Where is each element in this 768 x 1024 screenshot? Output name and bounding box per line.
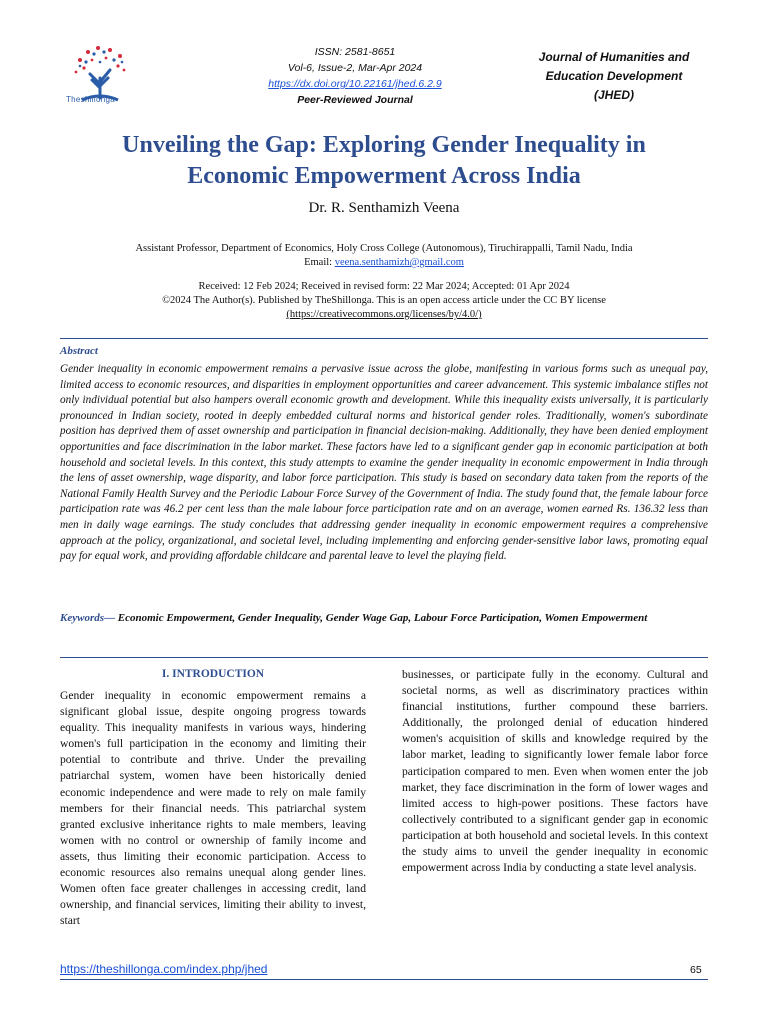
doi-link[interactable]: https://dx.doi.org/10.22161/jhed.6.2.9 <box>268 78 442 90</box>
author-name: Dr. R. Senthamizh Veena <box>308 200 460 216</box>
publisher-logo-text: Theshillonga <box>66 95 115 104</box>
divider <box>60 657 708 658</box>
publication-dates <box>60 280 708 322</box>
email-line <box>60 256 708 270</box>
affiliation: Assistant Professor, Department of Economics, Holy Cross College (Autonomous), Tiruchirappalli, Tamil Nadu, India <box>135 243 633 254</box>
journal-name-line3: (JHED) <box>593 88 634 102</box>
section-heading: I. INTRODUCTION <box>161 668 265 680</box>
title-line1: Unveiling the Gap: Exploring Gender Inequality in <box>122 132 646 158</box>
journal-name <box>524 48 704 105</box>
body-column-right: businesses, or participate fully in the economy. Cultural and societal norms, as well as discriminatory practices within financial institutions, further compound these barriers. Additionally, the prolonged denial of education hindered women's acquisition of skills and knowledge required by the labor market, leading to significantly lower female labor force participation compared to men. Even when women enter the job market, they face discrimination in the form of lower wages and limited access to high-power positions. These factors have collectively contributed to a significant gender gap in economic participation at both household and societal levels. In this context the study aims to unveil the gender inequality in economic empowerment across India by conducting a state level analysis. <box>402 668 708 875</box>
email-label: Email: <box>304 257 335 268</box>
license-text: ©2024 The Author(s). Published by TheShillonga. This is an open access article under the CC BY license <box>162 295 606 306</box>
page-number: 65 <box>690 964 702 976</box>
peer-reviewed-label: Peer-Reviewed Journal <box>297 94 413 106</box>
volume-issue: Vol-6, Issue-2, Mar-Apr 2024 <box>287 62 423 74</box>
keywords <box>60 610 708 626</box>
journal-name-line1: Journal of Humanities and <box>538 50 690 64</box>
received-dates: Received: 12 Feb 2024; Received in revised form: 22 Mar 2024; Accepted: 01 Apr 2024 <box>198 281 570 292</box>
email-link[interactable]: veena.senthamizh@gmail.com <box>334 257 464 268</box>
journal-meta <box>230 44 480 108</box>
issn: ISSN: 2581-8651 <box>314 46 396 58</box>
paper-title <box>60 130 708 192</box>
title-line2: Economic Empowerment Across India <box>187 163 581 189</box>
abstract-heading: Abstract <box>60 345 98 357</box>
keywords-label: Keywords— <box>60 612 115 624</box>
license-link[interactable]: (https://creativecommons.org/licenses/by/4.0/) <box>286 309 482 320</box>
keywords-list: Economic Empowerment, Gender Inequality, Gender Wage Gap, Labour Force Participation, Women Empowerment <box>115 612 648 624</box>
body-column-left: Gender inequality in economic empowerment remains a significant global issue, despite ongoing progress towards equality. This inequality manifests in various ways, hindering women's full participation in the economy and limiting their potential to contribute and thrive. Under the prevailing patriarchal system, women have been historically denied economic independence and were made to rely on male family members for their financial needs. This patriarchal system granted exclusive inheritance rights to male members, leaving women with no control or ownership of family income and assets, thus limiting their economic participation. Access to economic resources also remains unequal along gender lines. Women often face greater challenges in accessing credit, land ownership, and financial services, limiting their ability to invest, start <box>60 689 366 928</box>
divider <box>60 338 708 339</box>
abstract-text: Gender inequality in economic empowerment remains a pervasive issue across the globe, manifesting in various forms such as unequal pay, limited access to economic resources, and disparities in employment opportunities and career advancement. This systemic imbalance stifles not only individual potential but also hampers overall economic growth and development. While this inequality exists universally, it is particularly pronounced in Indian society, rooted in deeply embedded cultural norms and historical gender roles. Traditionally, women's subordinate position has deprived them of asset ownership and participation in financial decision-making. Additionally, they have been denied employment opportunities and face discrimination in the labor market. These factors have led to a significant gender gap in economic participation at both household and societal levels. In this context, this study attempts to examine the gender inequality in economic empowerment in India through the lens of asset ownership, wage disparity, and labor force participation. This study is based on secondary data taken from the reports of the National Family Health Survey and the Periodic Labour Force Survey of the Government of India. The study found that, the female labour force participation rate was 46.2 per cent less than the male labour force participation rate and on an average, women earned Rs. 136.32 less than men in daily wage earnings. The study concludes that addressing gender inequality in economic empowerment requires a comprehensive approach at the policy, organizational, and societal level, including implementing and enforcing gender-sensitive labor laws, promoting equal pay for equal work, and providing affordable childcare and parental leave to level the playing field. <box>60 363 708 563</box>
footer-journal-link[interactable]: https://theshillonga.com/index.php/jhed <box>60 962 268 976</box>
affiliation-block <box>60 242 708 270</box>
footer-divider <box>60 979 708 980</box>
journal-name-line2: Education Development <box>545 69 683 83</box>
